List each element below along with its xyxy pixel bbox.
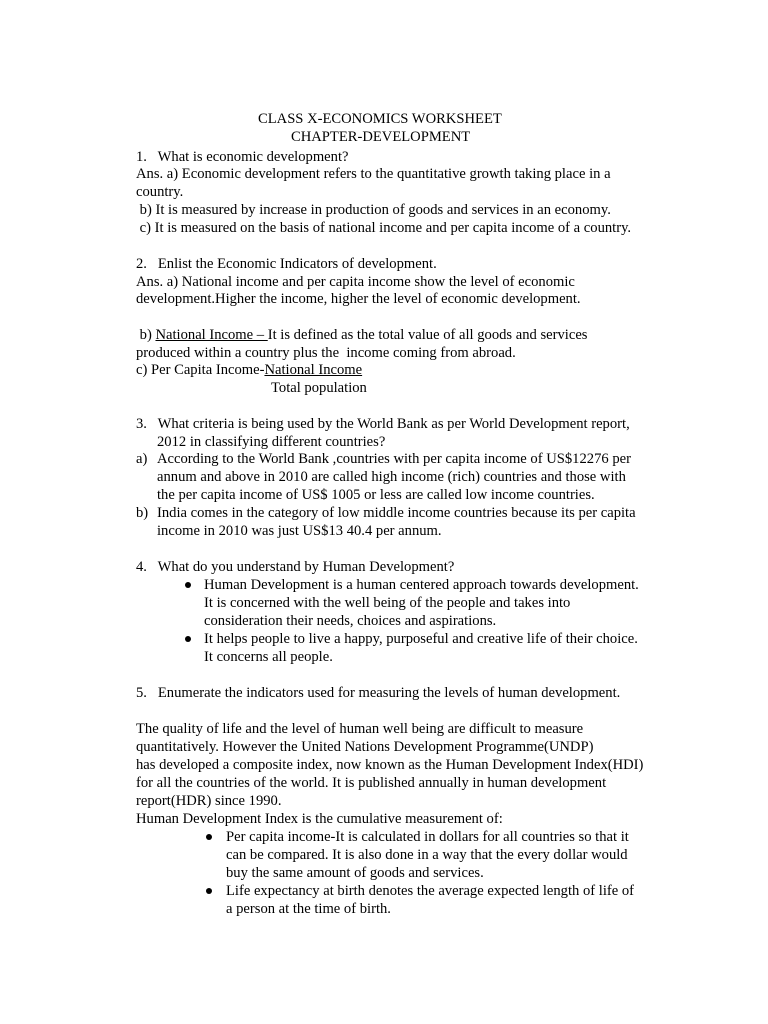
q1-answer-a-line2: country. <box>136 184 184 200</box>
q5-paragraph-line3: has developed a composite index, now known as the Human Development Index(HDI) <box>136 757 644 773</box>
q3-b-line2: income in 2010 was just US$13 40.4 per annum. <box>157 523 442 539</box>
chapter-title: CHAPTER-DEVELOPMENT <box>291 129 471 145</box>
q2-b-term: National Income – <box>155 327 268 343</box>
q1-question: 1. What is economic development? <box>136 149 349 165</box>
q2-c-prefix: c) Per Capita Income- <box>136 362 265 378</box>
bullet-icon <box>206 888 212 894</box>
q5-paragraph-line2: quantitatively. However the United Nations Development Programme(UNDP) <box>136 739 594 755</box>
q3-a-line1: According to the World Bank ,countries with per capita income of US$12276 per <box>157 451 631 467</box>
worksheet-title: CLASS X-ECONOMICS WORKSHEET <box>258 111 502 127</box>
q2-question: 2. Enlist the Economic Indicators of development. <box>136 256 437 272</box>
q5-question: 5. Enumerate the indicators used for measuring the levels of human development. <box>136 685 621 701</box>
q5-bullet1-line1: Per capita income-It is calculated in dollars for all countries so that it <box>226 829 629 845</box>
q5-bullet1-line2: can be compared. It is also done in a way that the every dollar would <box>226 847 628 863</box>
q5-paragraph-line5: report(HDR) since 1990. <box>136 793 282 809</box>
q4-bullet1-line2: It is concerned with the well being of the people and takes into <box>204 595 571 611</box>
bullet-icon <box>185 582 191 588</box>
q2-c-numerator: National Income <box>264 362 363 378</box>
q2-answer-a-line1: Ans. a) National income and per capita income show the level of economic <box>136 274 575 290</box>
q5-bullet2-line1: Life expectancy at birth denotes the average expected length of life of <box>226 883 635 899</box>
q5-paragraph-line1: The quality of life and the level of human well being are difficult to measure <box>136 721 584 737</box>
q3-question-line2: 2012 in classifying different countries? <box>157 434 386 450</box>
q3-a-line2: annum and above in 2010 are called high income (rich) countries and those with <box>157 469 626 485</box>
q3-question-line1: 3. What criteria is being used by the World Bank as per World Development report, <box>136 416 630 432</box>
q5-bullet1-line3: buy the same amount of goods and services. <box>226 865 484 881</box>
q5-paragraph-line4: for all the countries of the world. It is published annually in human development <box>136 775 607 791</box>
q3-a-label: a) <box>136 451 148 467</box>
q4-bullet1-line3: consideration their needs, choices and aspirations. <box>204 613 497 629</box>
q5-paragraph-line6: Human Development Index is the cumulative measurement of: <box>136 811 503 827</box>
q3-b-line1: India comes in the category of low middle income countries because its per capita <box>157 505 636 521</box>
q4-question: 4. What do you understand by Human Development? <box>136 559 455 575</box>
q1-answer-b: b) It is measured by increase in production of goods and services in an economy. <box>136 202 611 218</box>
q2-answer-b-line2: produced within a country plus the income coming from abroad. <box>136 345 516 361</box>
q3-a-line3: the per capita income of US$ 1005 or less are called low income countries. <box>157 487 595 503</box>
q2-answer-b-line1 <box>136 326 588 344</box>
q2-answer-a-line2: development.Higher the income, higher the level of economic development. <box>136 291 581 307</box>
bullet-icon <box>185 636 191 642</box>
q4-bullet2-line2: It concerns all people. <box>204 649 333 665</box>
q2-c-denominator: Total population <box>271 380 367 396</box>
q1-answer-a-line1: Ans. a) Economic development refers to the quantitative growth taking place in a <box>136 166 611 182</box>
q4-bullet1-line1: Human Development is a human centered approach towards development. <box>204 577 639 593</box>
bullet-icon <box>206 834 212 840</box>
q2-answer-c <box>136 361 362 379</box>
q2-b-prefix: b) <box>136 327 156 343</box>
q4-bullet2-line1: It helps people to live a happy, purposeful and creative life of their choice. <box>204 631 638 647</box>
q5-bullet2-line2: a person at the time of birth. <box>226 901 391 917</box>
q2-b-rest: It is defined as the total value of all goods and services <box>267 327 588 343</box>
q1-answer-c: c) It is measured on the basis of national income and per capita income of a country. <box>136 220 632 236</box>
q3-b-label: b) <box>136 505 149 521</box>
